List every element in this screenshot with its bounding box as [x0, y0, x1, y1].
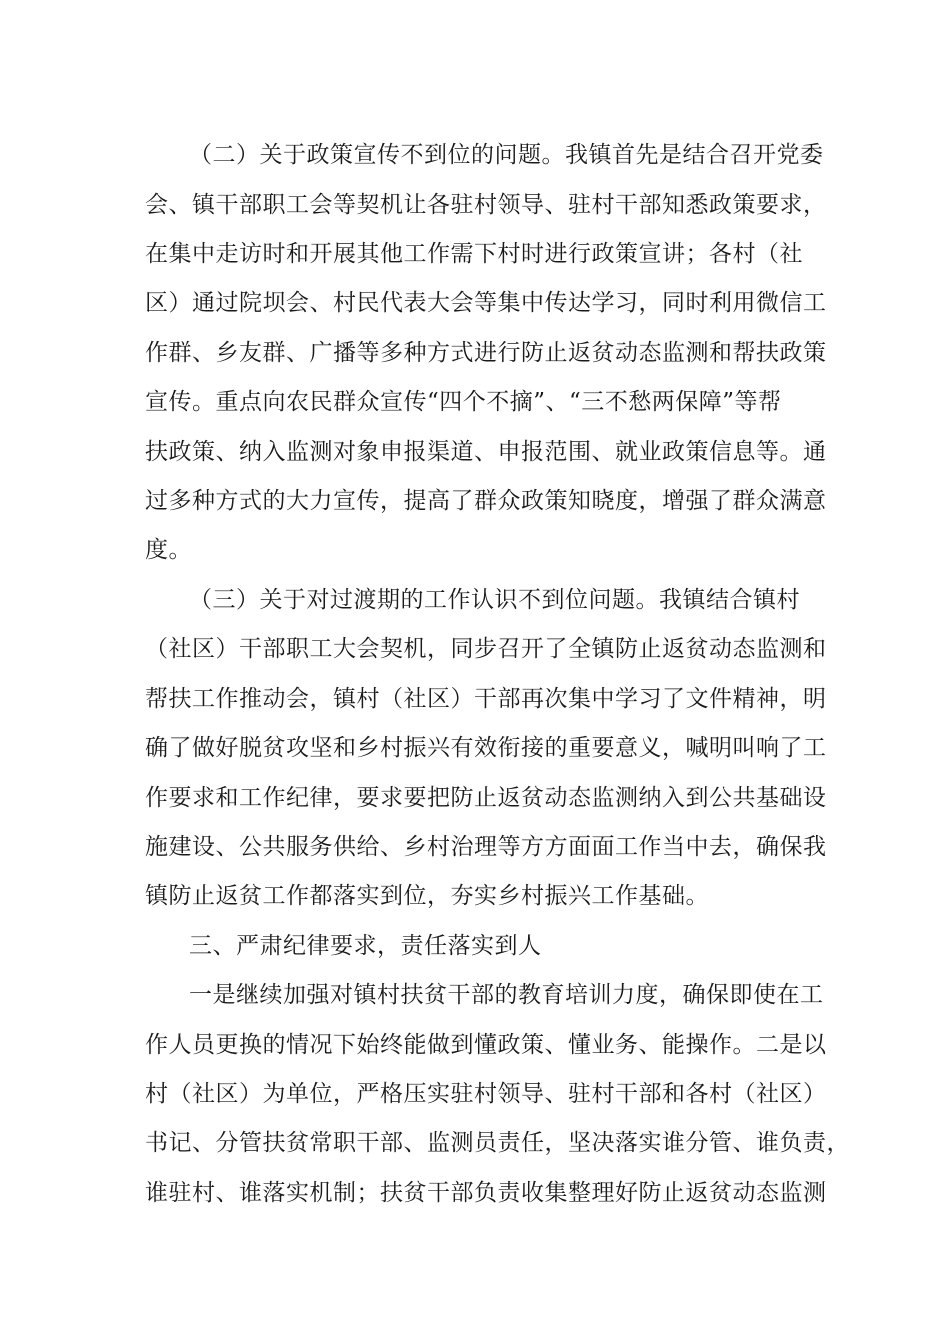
paragraph-2-line-4: 区）通过院坝会、村民代表大会等集中传达学习，同时利用微信工 — [145, 290, 827, 316]
paragraph-3-line-7: 镇防止返贫工作都落实到位，夯实乡村振兴工作基础。 — [145, 883, 709, 909]
paragraph-3-line-5: 作要求和工作纪律，要求要把防止返贫动态监测纳入到公共基础设 — [145, 785, 827, 811]
paragraph-3-line-6: 施建设、公共服务供给、乡村治理等方方面面工作当中去，确保我 — [145, 834, 827, 860]
paragraph-4-line-2: 作人员更换的情况下始终能做到懂政策、懂业务、能操作。二是以 — [145, 1032, 827, 1058]
paragraph-3-line-2: （社区）干部职工大会契机，同步召开了全镇防止返贫动态监测和 — [145, 636, 827, 662]
paragraph-2-line-6: 宣传。重点向农民群众宣传“四个不摘”、“三不愁两保障”等帮 — [145, 389, 782, 415]
paragraph-3-line-1: （三）关于对过渡期的工作认识不到位问题。我镇结合镇村 — [189, 587, 800, 613]
paragraph-4-line-4: 书记、分管扶贫常职干部、监测员责任，坚决落实谁分管、谁负责， — [145, 1130, 850, 1156]
paragraph-2-line-3: 在集中走访时和开展其他工作需下村时进行政策宣讲；各村（社 — [145, 241, 803, 267]
section-heading: 三、严肃纪律要求，责任落实到人 — [189, 933, 542, 959]
paragraph-2-line-1: （二）关于政策宣传不到位的问题。我镇首先是结合召开党委 — [189, 142, 824, 168]
paragraph-4-line-5: 谁驻村、谁落实机制；扶贫干部负责收集整理好防止返贫动态监测 — [145, 1180, 827, 1206]
paragraph-3-line-4: 确了做好脱贫攻坚和乡村振兴有效衔接的重要意义，喊明叫响了工 — [145, 735, 827, 761]
paragraph-2-line-9: 度。 — [145, 537, 192, 563]
paragraph-2-line-7: 扶政策、纳入监测对象申报渠道、申报范围、就业政策信息等。通 — [145, 439, 827, 465]
paragraph-2-line-5: 作群、乡友群、广播等多种方式进行防止返贫动态监测和帮扶政策 — [145, 340, 827, 366]
paragraph-3-line-3: 帮扶工作推动会，镇村（社区）干部再次集中学习了文件精神，明 — [145, 686, 827, 712]
paragraph-2-line-2: 会、镇干部职工会等契机让各驻村领导、驻村干部知悉政策要求， — [145, 192, 827, 218]
paragraph-4-line-1: 一是继续加强对镇村扶贫干部的教育培训力度，确保即使在工 — [189, 982, 824, 1008]
paragraph-2-line-8: 过多种方式的大力宣传，提高了群众政策知晓度，增强了群众满意 — [145, 488, 827, 514]
paragraph-4-line-3: 村（社区）为单位，严格压实驻村领导、驻村干部和各村（社区） — [145, 1081, 827, 1107]
